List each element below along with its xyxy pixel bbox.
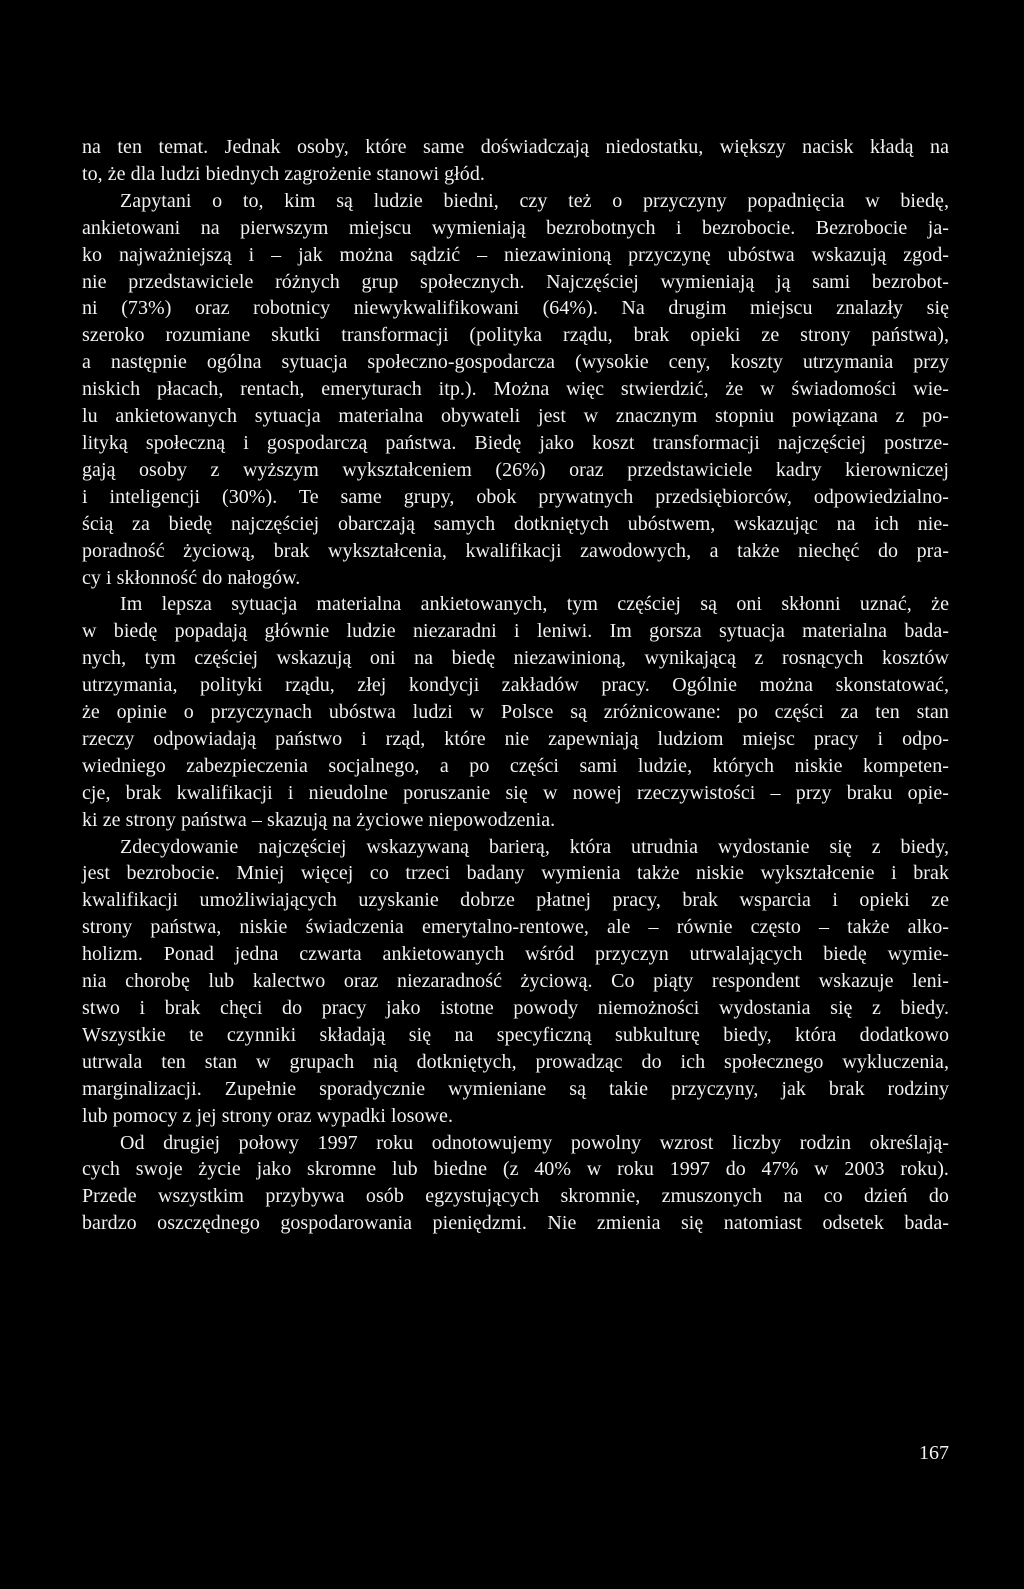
page-body xyxy=(82,134,949,1237)
text-line: wiedniego zabezpieczenia socjalnego, a po części sami ludzie, których niskie kompeten- xyxy=(82,754,949,777)
text-line: cych swoje życie jako skromne lub biedne (z 40% w roku 1997 do 47% w 2003 roku). xyxy=(82,1158,949,1181)
text-line: ko najważniejszą i – jak można sądzić – niezawinioną przyczynę ubóstwa wskazują zgod- xyxy=(82,243,949,266)
text-line: Przede wszystkim przybywa osób egzystujących skromnie, zmuszonych na co dzień do xyxy=(82,1185,949,1208)
text-line: lub pomocy z jej strony oraz wypadki losowe. xyxy=(82,1104,454,1127)
text-line: ankietowani na pierwszym miejscu wymieniają bezrobotnych i bezrobocie. Bezrobocie ja- xyxy=(82,216,949,239)
paragraph xyxy=(82,188,949,592)
text-line: Zapytani o to, kim są ludzie biedni, czy też o przyczyny popadnięcia w biedę, xyxy=(120,189,949,212)
text-line: na ten temat. Jednak osoby, które same doświadczają niedostatku, większy nacisk kładą na xyxy=(82,136,949,158)
text-line: w biedę popadają głównie ludzie niezaradni i leniwi. Im gorsza sytuacja materialna bada- xyxy=(82,620,949,643)
text-line: lityką społeczną i gospodarczą państwa. Biedę jako koszt transformacji najczęściej postrze- xyxy=(82,431,949,454)
text-line: utrzymania, polityki rządu, złej kondycji zakładów pracy. Ogólnie można skonstatować, xyxy=(82,674,949,697)
text-line: gają osoby z wyższym wykształceniem (26%) oraz przedstawiciele kadry kierowniczej xyxy=(82,458,949,481)
text-line: a następnie ogólna sytuacja społeczno-gospodarcza (wysokie ceny, koszty utrzymania przy xyxy=(82,351,949,374)
text-line: to, że dla ludzi biednych zagrożenie stanowi głód. xyxy=(82,162,485,185)
text-line: ni (73%) oraz robotnicy niewykwalifikowani (64%). Na drugim miejscu znalazły się xyxy=(82,297,949,320)
text-line: niskich płacach, rentach, emeryturach itp.). Można więc stwierdzić, że w świadomości wie- xyxy=(82,378,949,401)
text-line: utrwala ten stan w grupach nią dotkniętych, prowadząc do ich społecznego wykluczenia, xyxy=(82,1050,949,1073)
text-line: bardzo oszczędnego gospodarowania pieniędzmi. Nie zmienia się natomiast odsetek bada- xyxy=(82,1212,949,1235)
text-line: i inteligencji (30%). Te same grupy, obok prywatnych przedsiębiorców, odpowiedzialno- xyxy=(82,485,949,508)
text-line: cy i skłonność do nałogów. xyxy=(82,566,301,589)
text-line: lu ankietowanych sytuacja materialna obywateli jest w znacznym stopniu powiązana z po- xyxy=(82,405,949,428)
paragraph xyxy=(82,591,949,833)
text-line: że opinie o przyczynach ubóstwa ludzi w Polsce są zróżnicowane: po części za ten stan xyxy=(82,701,949,724)
text-line: nie przedstawiciele różnych grup społecznych. Najczęściej wymieniają ją sami bezrobot- xyxy=(82,270,949,293)
page-number: 167 xyxy=(919,1442,949,1464)
paragraph xyxy=(82,134,949,188)
paragraph xyxy=(82,834,949,1130)
text-line: nych, tym częściej wskazują oni na biedę niezawinioną, wynikającą z rosnących kosztów xyxy=(82,647,949,670)
text-line: cje, brak kwalifikacji i nieudolne poruszanie się w nowej rzeczywistości – przy braku opie- xyxy=(82,781,949,804)
text-line: poradność życiową, brak wykształcenia, kwalifikacji zawodowych, a także niechęć do pra- xyxy=(82,539,949,562)
text-line: jest bezrobocie. Mniej więcej co trzeci badany wymienia także niskie wykształcenie i brak xyxy=(82,862,949,885)
text-line: stwo i brak chęci do pracy jako istotne powody niemożności wydostania się z biedy. xyxy=(82,997,949,1019)
text-line: Zdecydowanie najczęściej wskazywaną barierą, która utrudnia wydostanie się z biedy, xyxy=(120,835,949,858)
text-line: strony państwa, niskie świadczenia emerytalno-rentowe, ale – równie często – także alko- xyxy=(82,916,949,939)
text-line: Wszystkie te czynniki składają się na specyficzną subkulturę biedy, która dodatkowo xyxy=(82,1023,949,1046)
text-line: Im lepsza sytuacja materialna ankietowanych, tym częściej są oni skłonni uznać, że xyxy=(120,593,949,616)
text-line: kwalifikacji umożliwiających uzyskanie dobrze płatnej pracy, brak wsparcia i opieki ze xyxy=(82,889,949,912)
text-line: Od drugiej połowy 1997 roku odnotowujemy powolny wzrost liczby rodzin określają- xyxy=(120,1131,949,1154)
text-line: ścią za biedę najczęściej obarczają samych dotkniętych ubóstwem, wskazując na ich nie- xyxy=(82,512,949,535)
text-line: holizm. Ponad jedna czwarta ankietowanych wśród przyczyn utrwalających biedę wymie- xyxy=(82,943,949,966)
text-line: szeroko rozumiane skutki transformacji (polityka rządu, brak opieki ze strony państwa), xyxy=(82,324,949,347)
text-line: nia chorobę lub kalectwo oraz niezaradność życiową. Co piąty respondent wskazuje leni- xyxy=(82,970,949,993)
paragraph xyxy=(82,1130,949,1238)
text-line: rzeczy odpowiadają państwo i rząd, które nie zapewniają ludziom miejsc pracy i odpo- xyxy=(82,727,949,750)
text-line: ki ze strony państwa – skazują na życiowe niepowodzenia. xyxy=(82,808,556,831)
text-line: marginalizacji. Zupełnie sporadycznie wymieniane są takie przyczyny, jak brak rodziny xyxy=(82,1077,949,1100)
